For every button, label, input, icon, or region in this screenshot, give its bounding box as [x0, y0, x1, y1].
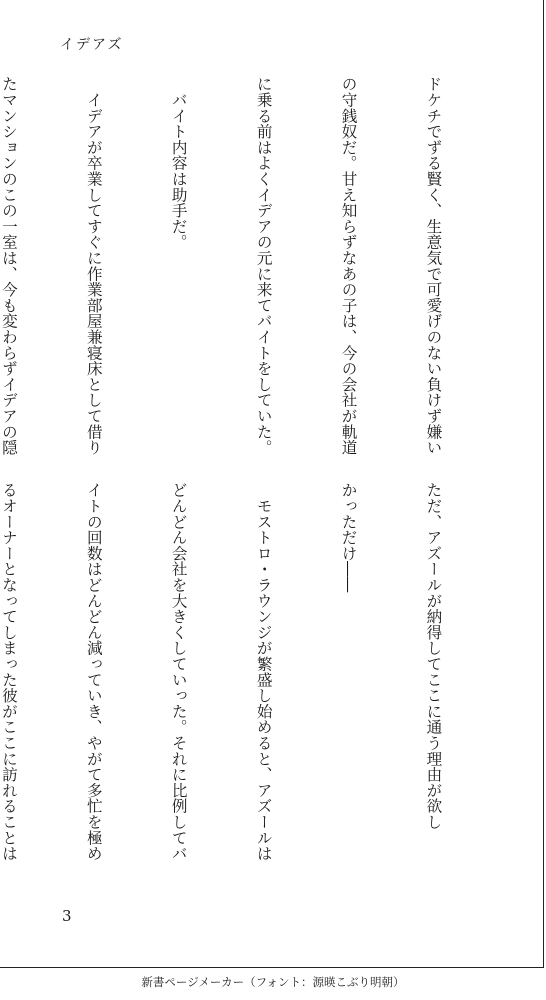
text-line: に乗る前はよくイデアの元に来てバイトをしていた。	[254, 76, 273, 456]
text-line: どんどん会社を大きくしていった。それに比例してバ	[169, 482, 188, 862]
text-line: イトの回数はどんどん減っていき、やがて多忙を極め	[84, 482, 103, 862]
text-line: るオーナーとなってしまった彼がここに訪れることは	[0, 482, 18, 862]
text-line: かっただけ――	[339, 482, 358, 593]
text-line: の守銭奴だ。甘え知らずなあの子は、今の会社が軌道	[339, 76, 358, 456]
text-line: イデアが卒業してすぐに作業部屋兼寝床として借り	[84, 76, 103, 456]
running-header-title: イデアズ	[60, 37, 124, 53]
text-block-bottom	[0, 482, 504, 862]
text-line: ドケチでずる賢く、生意気で可愛げのない負けず嫌い	[424, 76, 443, 456]
text-block-top	[0, 76, 504, 456]
text-line: モストロ・ラウンジが繁盛し始めると、アズールは	[254, 482, 273, 862]
page-number: 3	[62, 907, 72, 925]
text-line: バイト内容は助手だ。	[169, 76, 188, 250]
footer-credit: 新書ページメーカー（フォント：源暎こぶり明朝）	[141, 975, 405, 989]
text-line: たマンションのこの一室は、今も変わらずイデアの隠	[0, 76, 18, 456]
text-line: ただ、アズールが納得してここに通う理由が欲し	[424, 482, 443, 830]
